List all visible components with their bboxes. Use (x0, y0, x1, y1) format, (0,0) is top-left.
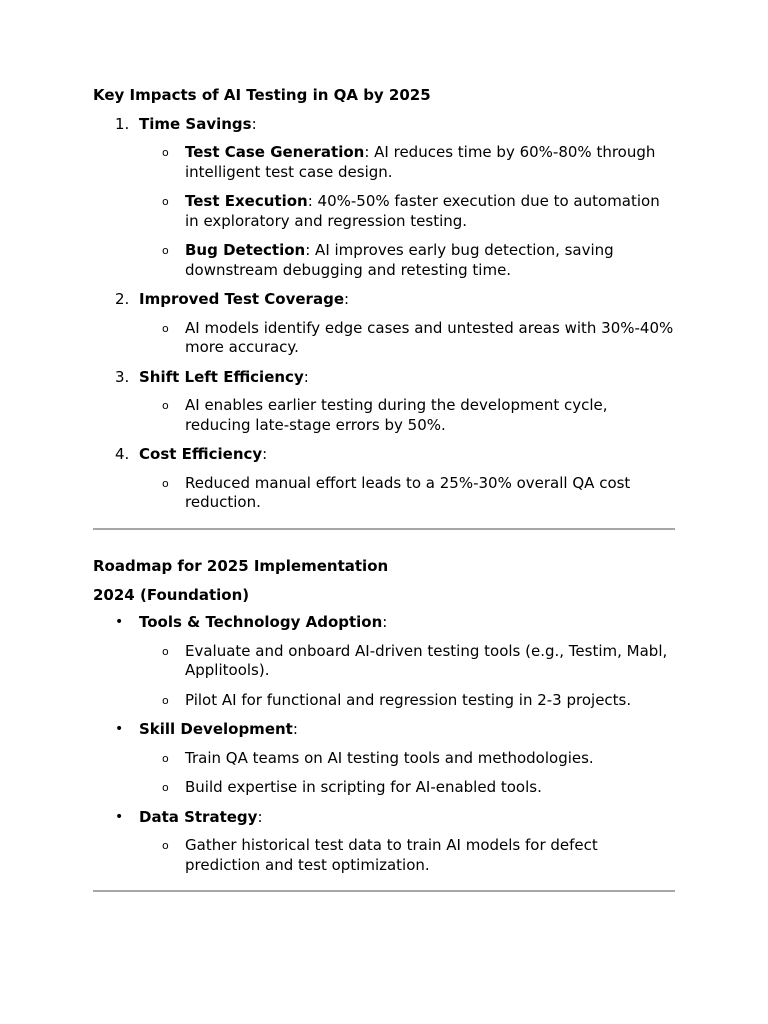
subitem-bold: Test Execution (185, 192, 308, 210)
sublist-item (139, 143, 675, 182)
sublist (139, 143, 675, 280)
circle-bullet-icon: o (162, 751, 169, 765)
circle-bullet-icon: o (162, 321, 169, 335)
item-title: Data Strategy (139, 807, 258, 826)
subitem-text: AI models identify edge cases and untested areas with 30%-40% more accuracy. (185, 318, 674, 356)
list-item-data-strategy (93, 808, 675, 876)
list-number: 2. (115, 290, 130, 308)
bullet-icon: • (115, 614, 124, 630)
list-item-tools-adoption (93, 613, 675, 710)
sublist-item (139, 642, 675, 681)
list-number: 3. (115, 367, 130, 386)
sublist (139, 642, 675, 711)
sublist (139, 836, 675, 875)
section-subheading: 2024 (Foundation) (93, 585, 250, 604)
sublist (139, 396, 675, 435)
circle-bullet-icon: o (162, 644, 169, 658)
subitem-text: AI enables earlier testing during the development cycle, reducing late-stage errors by 50%. (185, 396, 608, 434)
sublist-item (139, 778, 675, 798)
sublist-item (139, 474, 675, 513)
sublist (139, 749, 675, 798)
list-item-cost-efficiency (93, 445, 675, 513)
circle-bullet-icon: o (162, 781, 169, 794)
section-heading: Roadmap for 2025 Implementation (93, 557, 389, 575)
sublist-item (139, 319, 675, 358)
list-number: 4. (115, 445, 130, 463)
subitem-text: Pilot AI for functional and regression testing in 2-3 projects. (185, 690, 632, 709)
impacts-list (93, 115, 675, 513)
item-title: Skill Development (139, 720, 293, 738)
subitem-text: Build expertise in scripting for AI-enabled tools. (185, 778, 542, 796)
sublist-item (139, 691, 675, 711)
horizontal-divider (93, 890, 675, 892)
section-key-impacts (93, 86, 675, 523)
roadmap-list (93, 613, 675, 875)
horizontal-divider (93, 528, 675, 530)
item-title: Shift Left Efficiency (139, 367, 304, 386)
item-title: Time Savings (139, 114, 252, 133)
section-roadmap (93, 557, 675, 885)
subitem-text: Gather historical test data to train AI models for defect prediction and test optimization. (185, 836, 598, 874)
item-suffix: : (382, 613, 388, 631)
sublist-item (139, 192, 675, 231)
item-suffix: : (303, 367, 309, 386)
sublist-item (139, 241, 675, 280)
subitem-text: Train QA teams on AI testing tools and methodologies. (185, 748, 594, 767)
item-suffix: : (344, 290, 350, 308)
circle-bullet-icon: o (162, 195, 169, 208)
section-heading: Key Impacts of AI Testing in QA by 2025 (93, 86, 431, 104)
list-item-time-savings (93, 115, 675, 281)
circle-bullet-icon: o (162, 244, 169, 257)
subitem-text: : 40%-50% faster execution due to automation in exploratory and regression testing. (185, 192, 660, 230)
item-suffix: : (292, 720, 298, 738)
subitem-bold: Test Case Generation (185, 143, 365, 161)
sublist (139, 474, 675, 513)
subitem-text: Reduced manual effort leads to a 25%-30% overall QA cost reduction. (185, 473, 631, 511)
list-item-shift-left (93, 368, 675, 436)
item-suffix: : (251, 114, 257, 133)
sublist-item (139, 396, 675, 435)
circle-bullet-icon: o (162, 399, 169, 412)
item-title: Cost Efficiency (139, 445, 263, 463)
list-number: 1. (115, 114, 130, 133)
sublist-item (139, 836, 675, 875)
item-title: Tools & Technology Adoption (139, 613, 383, 631)
item-title: Improved Test Coverage (139, 290, 344, 308)
item-suffix: : (257, 807, 263, 826)
circle-bullet-icon: o (162, 146, 169, 159)
subitem-text: : AI improves early bug detection, saving downstream debugging and retesting time. (185, 241, 614, 279)
list-item-skill-development (93, 720, 675, 798)
list-item-test-coverage (93, 290, 675, 358)
subitem-text: : AI reduces time by 60%-80% through intelligent test case design. (185, 143, 656, 181)
sublist-item (139, 749, 675, 769)
bullet-icon: • (115, 808, 124, 825)
item-suffix: : (262, 445, 268, 463)
circle-bullet-icon: o (162, 476, 169, 490)
subitem-bold: Bug Detection (185, 241, 306, 259)
bullet-icon: • (115, 721, 124, 737)
circle-bullet-icon: o (162, 693, 169, 707)
circle-bullet-icon: o (162, 839, 169, 852)
sublist (139, 319, 675, 358)
subitem-text: Evaluate and onboard AI-driven testing tools (e.g., Testim, Mabl, Applitools). (185, 641, 668, 679)
